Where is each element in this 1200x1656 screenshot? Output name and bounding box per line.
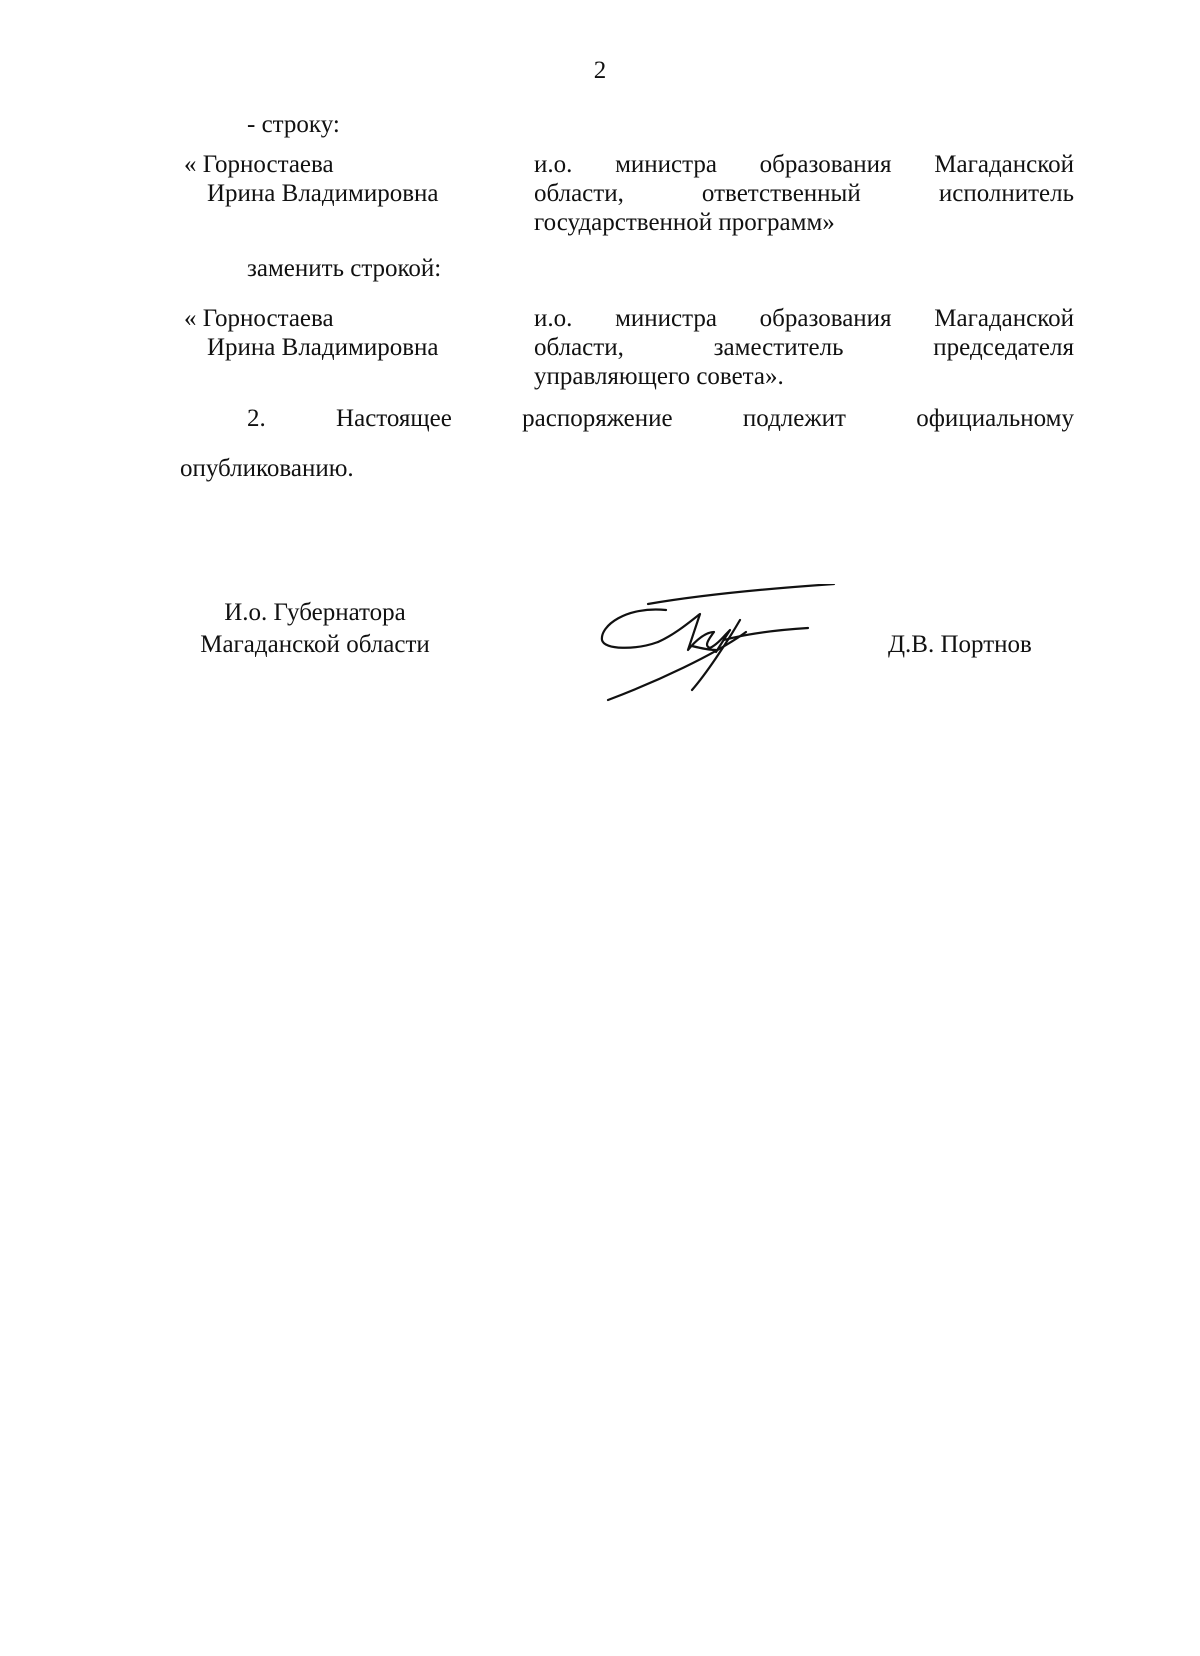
signatory-title-line1: И.о. Губернатора: [224, 599, 406, 626]
old-row-name: [184, 150, 484, 208]
old-row-name-line1: « Горностаева: [184, 151, 334, 178]
new-row-name-line2: Ирина Владимировна: [207, 334, 439, 361]
old-row-name-line2: Ирина Владимировна: [207, 180, 439, 207]
old-row-desc-line3: государственной программ»: [534, 209, 835, 236]
new-row-desc-line2: области, заместитель председателя: [534, 334, 1074, 361]
new-row-desc-line1: и.о. министра образования Магаданской: [534, 305, 1074, 332]
signatory-title-line2: Магаданской области: [200, 631, 430, 658]
old-row-description: [534, 150, 1074, 237]
new-row-desc-line3: управляющего совета».: [534, 363, 784, 390]
new-row-description: [534, 304, 1074, 391]
item2-line1: 2. Настоящее распоряжение подлежит официальному: [247, 405, 1074, 432]
intro-line: - строку:: [247, 111, 340, 138]
handwritten-signature: [596, 584, 846, 714]
new-row-name-line1: « Горностаева: [184, 305, 334, 332]
new-row-name: [184, 304, 484, 362]
replace-line: заменить строкой:: [247, 255, 442, 282]
signer-name: Д.В. Портнов: [888, 631, 1032, 658]
old-row-desc-line2: области, ответственный исполнитель: [534, 180, 1074, 207]
page-number: 2: [593, 57, 607, 84]
item2-line2: опубликованию.: [180, 455, 354, 482]
old-row-desc-line1: и.о. министра образования Магаданской: [534, 151, 1074, 178]
